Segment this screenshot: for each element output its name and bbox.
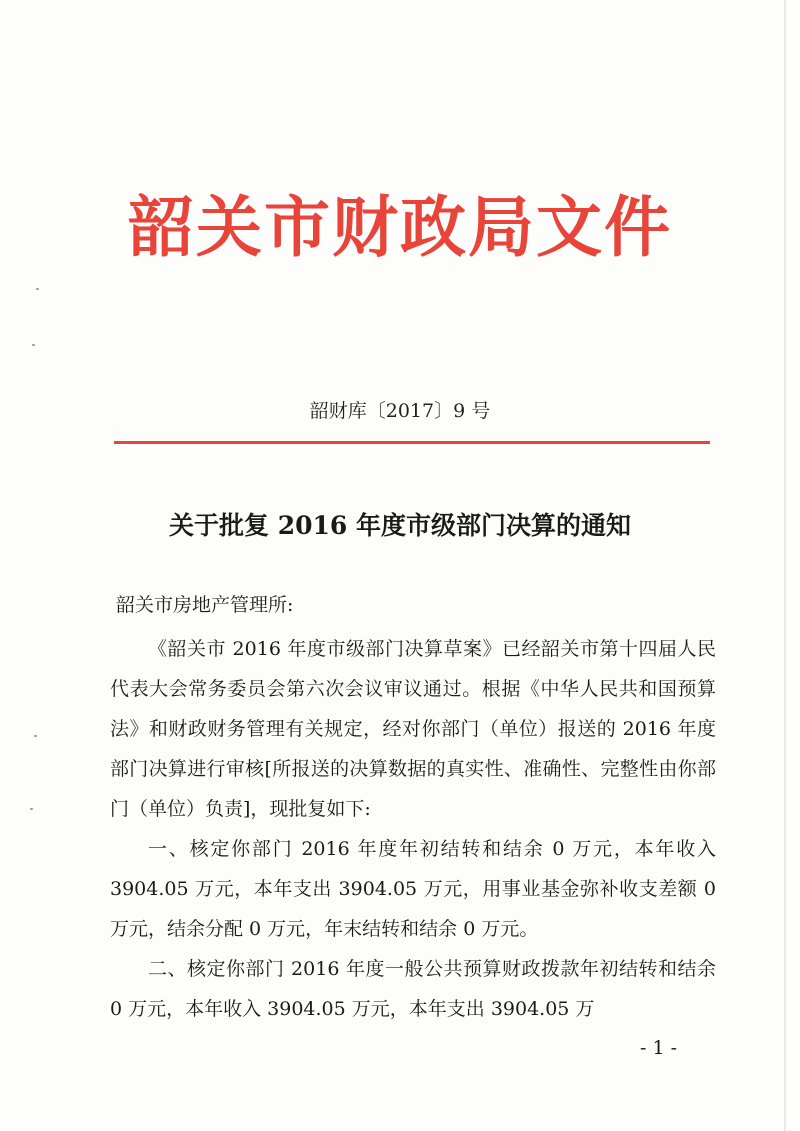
scan-speck bbox=[32, 344, 35, 346]
page-edge bbox=[784, 0, 786, 1131]
paragraph: 《韶关市 2016 年度市级部门决算草案》已经韶关市第十四届人民代表大会常务委员会第六次会议审议通过。根据《中华人民共和国预算法》和财政财务管理有关规定，经对你部门（单位）报送的 2016 年度部门决算进行审核[所报送的决算数据的真实性、准确性、完整性由你部门（单位）负责]，现批复如下: bbox=[110, 638, 716, 820]
paragraph: 一、核定你部门 2016 年度年初结转和结余 0 万元，本年收入 3904.05 万元，本年支出 3904.05 万元，用事业基金弥补收支差额 0 万元，结余分配 0 万元，年末结转和结余 0 万元。 bbox=[110, 838, 716, 940]
page-number: - 1 - bbox=[640, 1037, 678, 1059]
body-text bbox=[110, 629, 716, 1029]
scan-speck bbox=[30, 808, 33, 810]
scan-speck bbox=[34, 735, 37, 737]
salutation: 韶关市房地产管理所: bbox=[116, 594, 294, 616]
document-number: 韶财库〔2017〕9 号 bbox=[309, 400, 491, 422]
paragraph: 二、核定你部门 2016 年度一般公共预算财政拨款年初结转和结余 0 万元，本年收入 3904.05 万元，本年支出 3904.05 万 bbox=[110, 958, 716, 1020]
red-separator-line bbox=[114, 441, 710, 444]
letterhead-title: 韶关市财政局文件 bbox=[128, 189, 672, 266]
scan-speck bbox=[36, 288, 39, 290]
document-title: 关于批复 2016 年度市级部门决算的通知 bbox=[169, 511, 631, 540]
